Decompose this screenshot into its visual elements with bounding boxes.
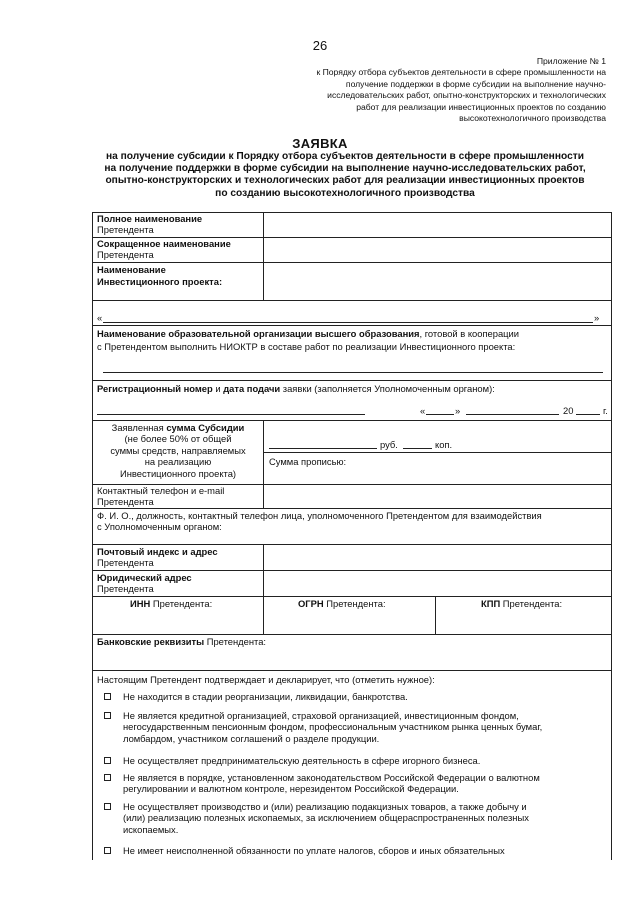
declaration-text: Не осуществляет предпринимательскую деятельность в сфере игорного бизнеса. bbox=[123, 755, 481, 766]
declaration-text: ископаемых. bbox=[123, 823, 179, 835]
edu-org-label bbox=[97, 328, 519, 339]
bank-details-label-rest: Претендента: bbox=[204, 636, 267, 647]
quote-open: « bbox=[97, 312, 103, 323]
column-divider bbox=[263, 420, 264, 508]
reg-date-label: дата подачи bbox=[223, 383, 281, 394]
declaration-checkbox[interactable] bbox=[104, 712, 111, 719]
bank-details-label-bold: Банковские реквизиты bbox=[97, 636, 205, 647]
reg-and: и bbox=[212, 383, 224, 394]
declaration-checkbox[interactable] bbox=[104, 803, 111, 810]
date-month-field[interactable] bbox=[466, 414, 559, 415]
contact-sublabel: Претендента bbox=[97, 496, 154, 507]
reg-label bbox=[97, 383, 495, 394]
edu-org-field[interactable] bbox=[103, 372, 603, 373]
short-name-label: Сокращенное наименование bbox=[97, 238, 231, 249]
contact-field[interactable] bbox=[265, 486, 610, 507]
ogrn-label-bold: ОГРН bbox=[298, 598, 324, 609]
edu-org-label-rest: , готовой в кооперации bbox=[419, 328, 520, 339]
subsidy-label-pre: Заявленная bbox=[111, 422, 167, 433]
bank-details-label bbox=[97, 636, 266, 647]
edu-org-label-bold: Наименование образовательной организации высшего образования bbox=[97, 328, 420, 339]
project-name-field[interactable] bbox=[265, 264, 610, 298]
row-divider bbox=[92, 325, 612, 326]
appendix-note bbox=[246, 56, 606, 124]
ogrn-field[interactable] bbox=[265, 611, 434, 633]
row-divider bbox=[92, 634, 612, 635]
authorized-person-label-line2: с Уполномоченным органом: bbox=[97, 521, 222, 532]
column-divider bbox=[263, 544, 264, 634]
subsidy-label-bold: сумма Субсидии bbox=[166, 422, 245, 433]
authorized-person-label: Ф. И. О., должность, контактный телефон лица, уполномоченного Претендентом для взаимодействия bbox=[97, 510, 542, 521]
subtitle-line: опытно-конструкторских и технологических работ для реализации инвестиционных проектов bbox=[105, 175, 585, 187]
subtitle-line: на получение субсидии к Порядку отбора субъектов деятельности в сфере промышленности bbox=[105, 151, 584, 162]
declaration-text: Не осуществляет производство и (или) реализацию подакцизных товаров, а также добычу и bbox=[123, 801, 527, 812]
declaration-text: регулировании и валютном контроле, нерезидентом Российской Федерации. bbox=[123, 783, 459, 795]
declaration-item bbox=[123, 845, 603, 856]
row-divider bbox=[92, 380, 612, 381]
edu-org-label-line2: с Претендентом выполнить НИОКТР в составе работ по реализации Инвестиционного проекта: bbox=[97, 341, 516, 352]
kpp-field[interactable] bbox=[437, 611, 610, 633]
inn-label-rest: Претендента: bbox=[150, 598, 213, 609]
project-name-label: Инвестиционного проекта: bbox=[97, 276, 223, 287]
subtitle-line: на получение поддержки в форме субсидии на выполнение научно-исследовательских работ, bbox=[104, 163, 586, 175]
quote-close: » bbox=[594, 312, 600, 323]
project-title-line[interactable] bbox=[103, 322, 593, 323]
appendix-title: Приложение № 1 bbox=[536, 56, 606, 66]
row-divider bbox=[264, 452, 612, 453]
date-year-prefix: 20 bbox=[563, 405, 574, 416]
full-name-field[interactable] bbox=[265, 214, 610, 236]
short-name-field[interactable] bbox=[265, 239, 610, 261]
kpp-label-bold: КПП bbox=[481, 598, 501, 609]
declaration-checkbox[interactable] bbox=[104, 774, 111, 781]
appendix-line: высокотехнологичного производства bbox=[459, 113, 606, 124]
column-divider bbox=[435, 596, 436, 634]
full-name-sublabel: Претендента bbox=[97, 224, 154, 235]
declaration-checkbox[interactable] bbox=[104, 757, 111, 764]
short-name-sublabel: Претендента bbox=[97, 249, 154, 260]
declaration-item bbox=[123, 710, 603, 744]
rub-label: руб. bbox=[380, 439, 398, 450]
kpp-label-rest: Претендента: bbox=[500, 598, 563, 609]
ogrn-label-rest: Претендента: bbox=[323, 598, 386, 609]
declaration-text: негосударственным пенсионным фондом, профессиональным участником рынка ценных бумаг, bbox=[123, 721, 543, 733]
declaration-item bbox=[123, 801, 603, 835]
row-divider bbox=[92, 544, 612, 545]
inn-label-bold: ИНН bbox=[130, 598, 151, 609]
postal-address-field[interactable] bbox=[265, 546, 610, 568]
declaration-text: (или) реализацию полезных ископаемых, за исключением общераспространенных полезных bbox=[123, 812, 529, 824]
declaration-text: Не имеет неисполненной обязанности по уплате налогов, сборов и иных обязательных bbox=[123, 845, 505, 856]
document-title: ЗАЯВКА bbox=[292, 136, 348, 151]
subsidy-label-line: (не более 50% от общей bbox=[124, 433, 232, 445]
subsidy-rub-field[interactable] bbox=[269, 448, 377, 449]
declaration-text: Не является в порядке, установленном законодательством Российской Федерации о валютном bbox=[123, 772, 540, 783]
subsidy-kop-field[interactable] bbox=[403, 448, 432, 449]
subsidy-label-line1 bbox=[93, 422, 263, 433]
kpp-label bbox=[481, 598, 562, 609]
declaration-checkbox[interactable] bbox=[104, 847, 111, 854]
row-divider bbox=[92, 596, 612, 597]
date-quote-open: « bbox=[420, 405, 426, 416]
date-year-field[interactable] bbox=[576, 414, 600, 415]
date-quote-close: » bbox=[455, 405, 461, 416]
contact-label: Контактный телефон и e-mail bbox=[97, 485, 225, 496]
declaration-text: Не является кредитной организацией, страховой организацией, инвестиционным фондом, bbox=[123, 710, 519, 721]
reg-label-rest: заявки (заполняется Уполномоченным органом): bbox=[280, 383, 495, 394]
declaration-text: ломбардом, участником соглашений о разделе продукции. bbox=[123, 732, 380, 744]
inn-field[interactable] bbox=[94, 611, 262, 633]
row-divider bbox=[92, 570, 612, 571]
sum-in-words-label: Сумма прописью: bbox=[269, 456, 347, 467]
appendix-line: получение поддержки в форме субсидии на выполнение научно- bbox=[345, 78, 606, 89]
subtitle-line: по созданию высокотехнологичного производства bbox=[215, 187, 475, 199]
appendix-line: к Порядку отбора субъектов деятельности в сфере промышленности на bbox=[316, 67, 606, 78]
kop-label: коп. bbox=[435, 439, 453, 450]
appendix-line: работ для реализации инвестиционных проектов по созданию bbox=[356, 101, 606, 112]
row-divider bbox=[92, 508, 612, 509]
reg-number-field[interactable] bbox=[97, 414, 365, 415]
declaration-item bbox=[123, 691, 603, 702]
legal-address-sublabel: Претендента bbox=[97, 583, 154, 594]
declaration-checkbox[interactable] bbox=[104, 693, 111, 700]
declaration-text: Не находится в стадии реорганизации, ликвидации, банкротства. bbox=[123, 691, 408, 702]
subsidy-label-line: Инвестиционного проекта) bbox=[119, 467, 237, 479]
sum-in-words-field[interactable] bbox=[265, 468, 610, 483]
date-year-suffix: г. bbox=[603, 405, 608, 416]
reg-number-label: Регистрационный номер bbox=[97, 383, 213, 394]
inn-label bbox=[130, 598, 212, 609]
subsidy-label-line: на реализацию bbox=[144, 456, 212, 468]
full-name-label: Полное наименование bbox=[97, 213, 203, 224]
subsidy-label bbox=[93, 422, 263, 479]
column-divider bbox=[263, 212, 264, 300]
postal-address-sublabel: Претендента bbox=[97, 557, 154, 568]
declaration-item bbox=[123, 772, 603, 795]
row-divider bbox=[92, 420, 612, 421]
legal-address-field[interactable] bbox=[265, 572, 610, 594]
document-subtitle bbox=[70, 151, 620, 200]
page-number: 26 bbox=[312, 38, 328, 53]
row-divider bbox=[92, 300, 612, 301]
date-day-field[interactable] bbox=[426, 414, 454, 415]
appendix-line: исследовательских работ, опытно-конструкторских и технологических bbox=[327, 90, 606, 101]
row-divider bbox=[92, 670, 612, 671]
postal-address-label: Почтовый индекс и адрес bbox=[97, 546, 218, 557]
project-name-label: Наименование bbox=[97, 264, 166, 275]
declaration-item bbox=[123, 755, 603, 766]
subsidy-label-line: суммы средств, направляемых bbox=[110, 444, 246, 456]
declaration-intro: Настоящим Претендент подтверждает и декларирует, что (отметить нужное): bbox=[97, 674, 435, 685]
row-divider bbox=[92, 262, 612, 263]
legal-address-label: Юридический адрес bbox=[97, 572, 192, 583]
ogrn-label bbox=[298, 598, 386, 609]
